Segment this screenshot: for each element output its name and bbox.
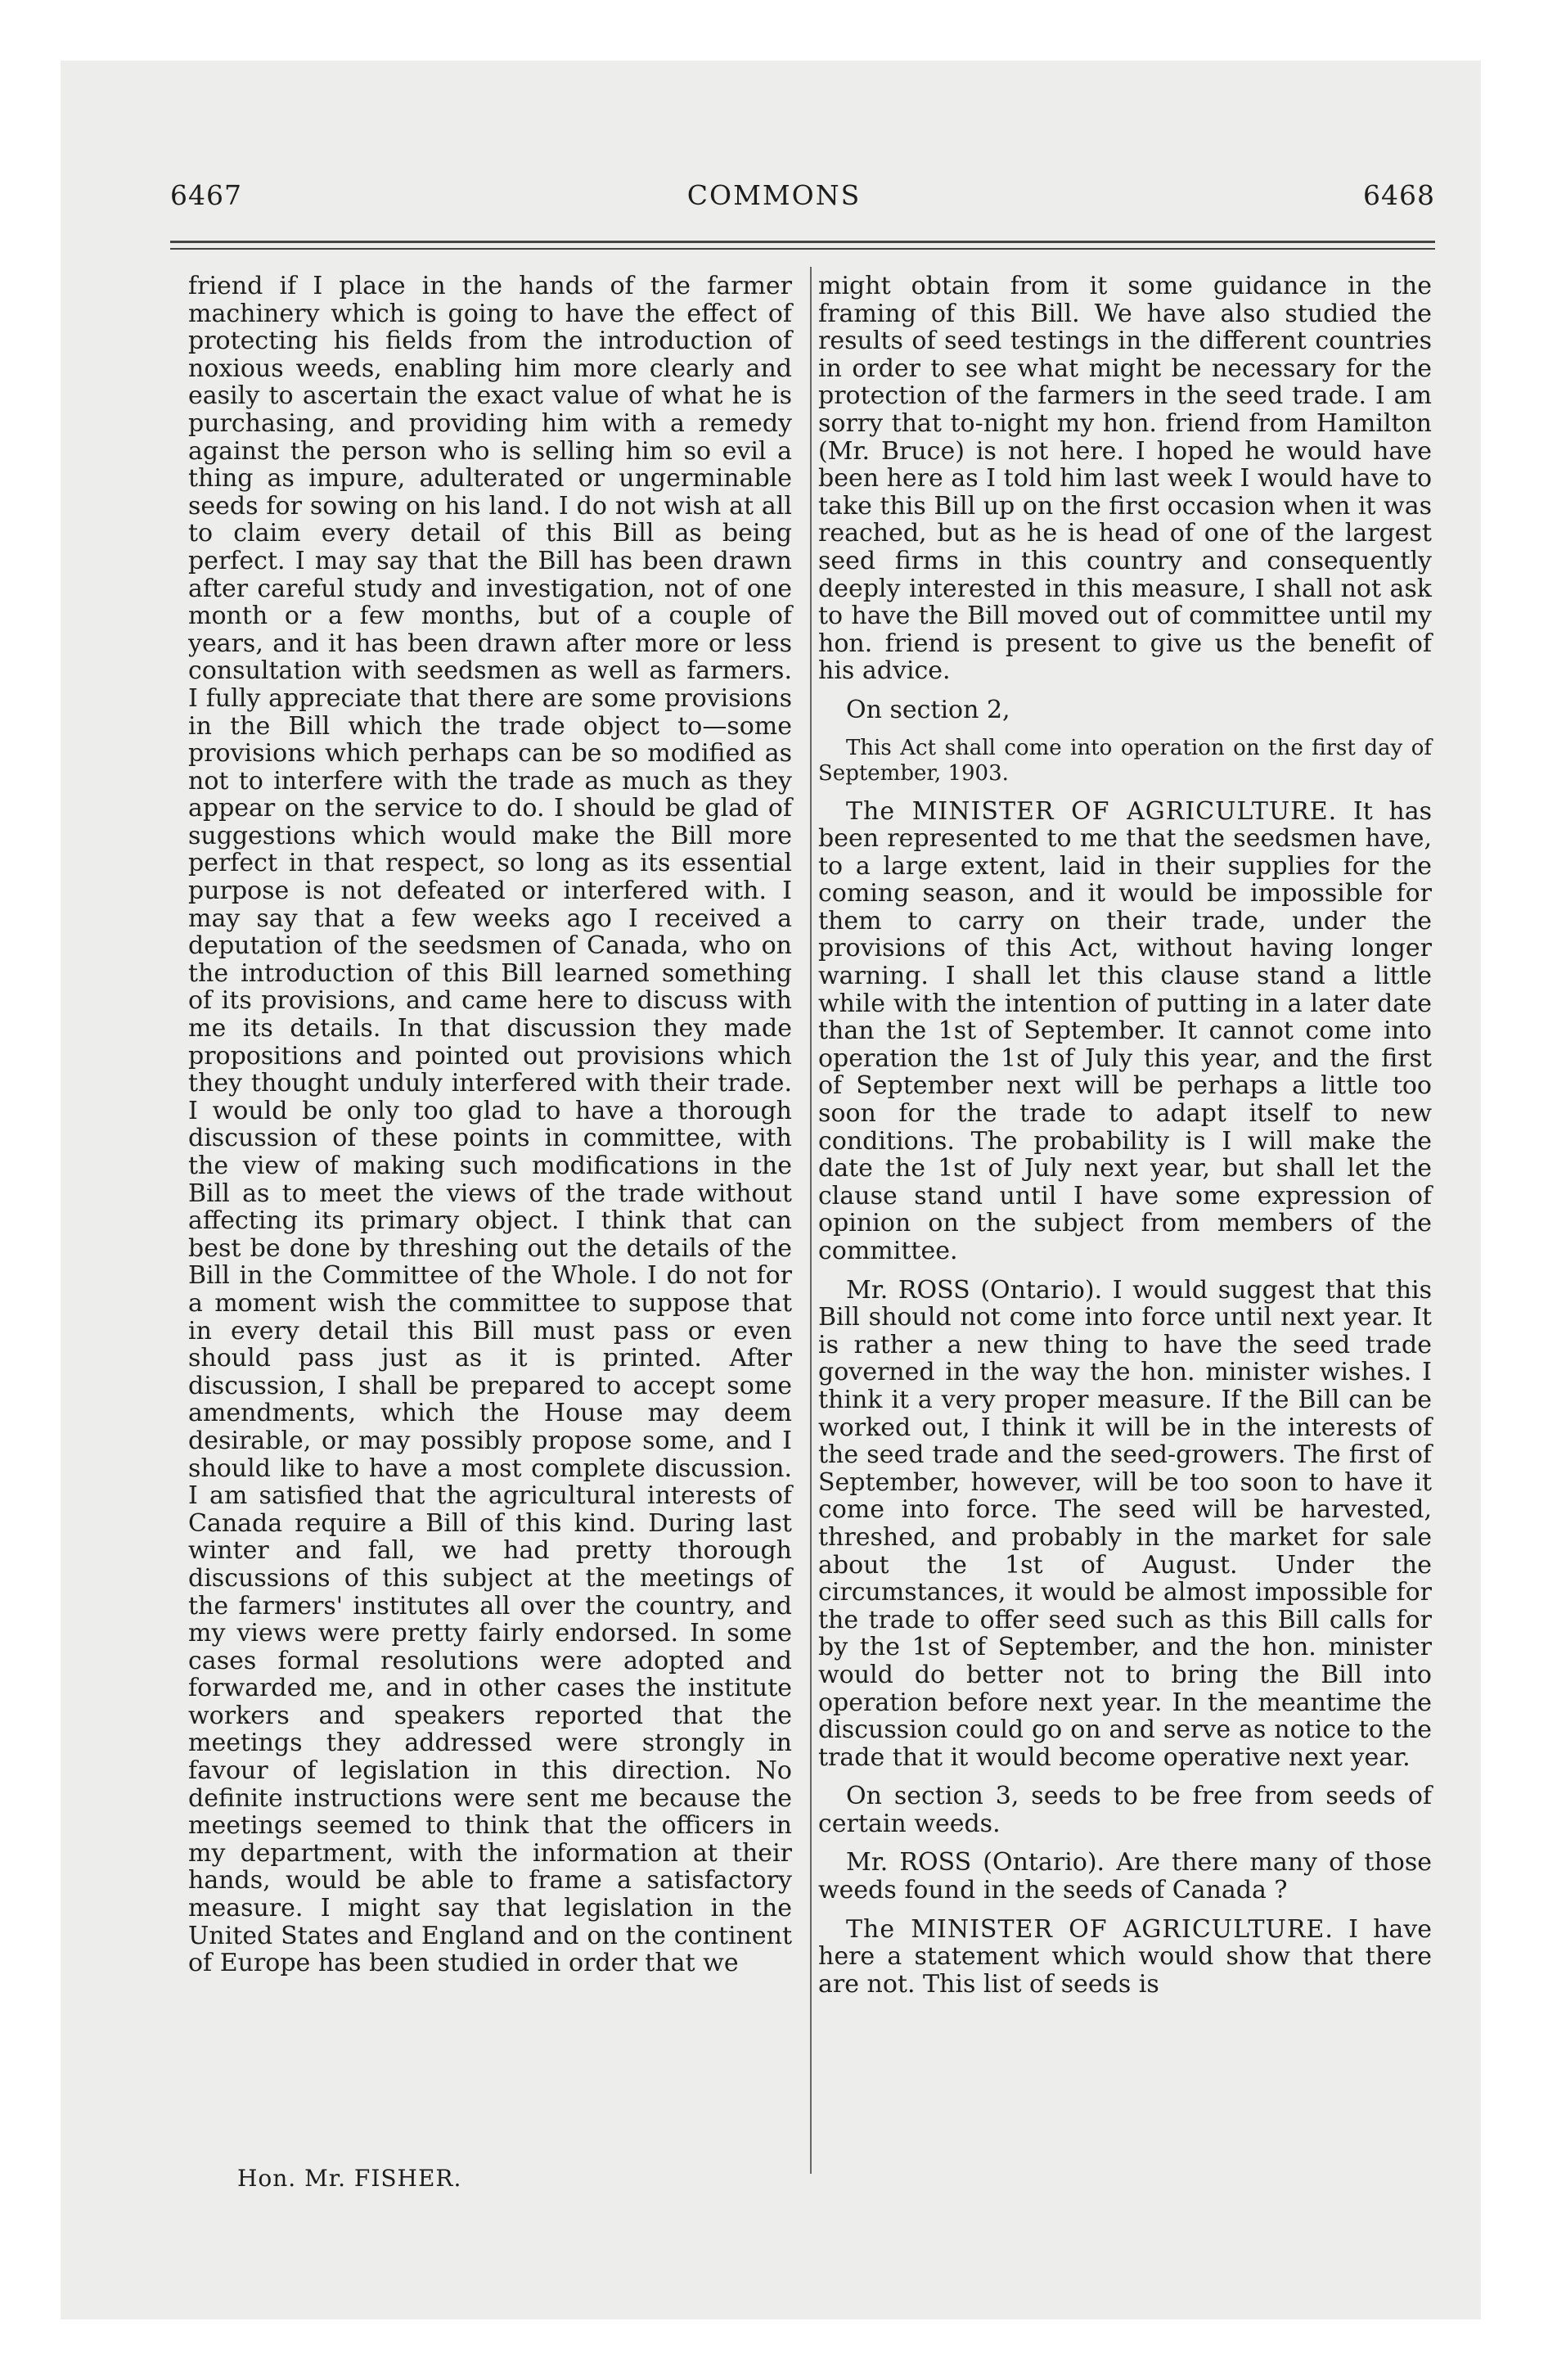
column-divider: [810, 267, 812, 2174]
section-2-heading: On section 2,: [846, 695, 1010, 724]
speaker-ross-1: Mr. ROSS (Ontario).: [846, 1275, 1103, 1305]
header-rule-secondary: [170, 248, 1435, 250]
left-column-paragraph: friend if I place in the hands of the farmer machinery which is going to have the effect of protecting his fields from the introduction of noxious weeds, enabling him more clearly and easily to ascertain the exact value of what he is purchasing, and providing him with a remedy against the person who is selling him so evil a thing as impure, adulterated or ungerminable seeds for sowing on his land. I do not wish at all to claim every detail of this Bill as being perfect. I may say that the Bill has been drawn after careful study and investigation, not of one month or a few months, but of a couple of years, and it has been drawn after more or less consultation with seedsmen as well as farmers. I fully appreciate that there are some provisions in the Bill which the trade object to—some provisions which perhaps can be so modified as not to interfere with the trade as much as they appear on the service to do. I should be glad of suggestions which would make the Bill more perfect in that respect, so long as its essential purpose is not defeated or interfered with. I may say that a few weeks ago I received a deputation of the seedsmen of Canada, who on the introduction of this Bill learned something of its provisions, and came here to discuss with me its details. In that discussion they made propositions and pointed out provisions which they thought unduly interfered with their trade. I would be only too glad to have a thorough discussion of these points in committee, with the view of making such modifications in the Bill as to meet the views of the trade without affecting its primary object. I think that can best be done by threshing out the details of the Bill in the Committee of the Whole. I do not for a moment wish the committee to suppose that in every detail this Bill must pass or even should pass just as it is printed. After discussion, I shall be prepared to accept some amendments, which the House may deem desirable, or may possibly propose some, and I should like to have a most complete discussion. I am satisfied that the agricultural interests of Canada require a Bill of this kind. During last winter and fall, we had pretty thorough discussions of this subject at the meetings of the farmers' institutes all over the country, and my views were pretty fairly endorsed. In some cases formal resolutions were adopted and forwarded me, and in other cases the institute workers and speakers reported that the meetings they addressed were strongly in favour of legislation in this direction. No definite instructions were sent me because the meetings seemed to think that the officers in my department, with the information at their hands, would be able to frame a satisfactory measure. I might say that legislation in the United States and England and on the continent of Europe has been studied in order that we: [188, 272, 792, 1978]
speech-text-minister-1: It has been represented to me that the seedsmen have, to a large extent, laid in their supplies for the coming season, and it would be impossible for them to carry on their trade, under the provisions of this Act, without having longer warning. I shall let this clause stand a little while with the intention of putting in a later date than the 1st of September. It cannot come into operation the 1st of July this year, and the first of September next will be perhaps a little too soon for the trade to adapt itself to new conditions. The probability is I will make the date the 1st of July next year, but shall let the clause stand until I have some expression of opinion on the subject from members of the committee.: [818, 796, 1433, 1265]
page-number-left: 6467: [170, 179, 242, 211]
speech-text-minister-2: I have here a statement which would show that there are not. This list of seeds is: [818, 1914, 1433, 1999]
speaker-ross-2: Mr. ROSS (Ontario).: [846, 1848, 1105, 1877]
speech-text-ross-1: I would suggest that this Bill should not come into force until next year. It is rather a new thing to have the seed trade governed in the way the hon. minister wishes. I think it a very proper measure. If the Bill can be worked out, I think it will be in the interests of the seed trade and the seed-growers. The first of September, however, will be too soon to have it come into force. The seed will be harvested, threshed, and probably in the market for sale about the 1st of August. Under the circumstances, it would be almost impossible for the trade to offer seed such as this Bill calls for by the 1st of September, and the hon. minister would do better not to bring the Bill into operation before next year. In the meantime the discussion could go on and serve as notice to the trade that it would become operative next year.: [818, 1275, 1433, 1772]
section-2-text: This Act shall come into operation on the first day of September, 1903.: [818, 735, 1432, 786]
left-column: [188, 273, 792, 1977]
right-column: [818, 273, 1432, 1998]
page-number-right: 6468: [1363, 179, 1435, 211]
speaker-minister-2: The MINISTER OF AGRICULTURE.: [846, 1914, 1334, 1944]
section-2-quotation: [818, 736, 1432, 787]
speech-minister-2: [818, 1916, 1432, 1999]
footer-speaker-note: Hon. Mr. FISHER.: [237, 2165, 462, 2192]
speech-text-ross-2: Are there many of those weeds found in the seeds of Canada ?: [818, 1848, 1432, 1905]
right-column-paragraph: might obtain from it some guidance in the framing of this Bill. We have also studied the results of seed testings in the different countries in order to see what might be necessary for the protection of the farmers in the seed trade. I am sorry that to-night my hon. friend from Hamilton (Mr. Bruce) is not here. I hoped he would have been here as I told him last week I would have to take this Bill up on the first occasion when it was reached, but as he is head of one of the largest seed firms in this country and consequently deeply interested in this measure, I shall not ask to have the Bill moved out of committee until my hon. friend is present to give us the benefit of his advice.: [818, 272, 1432, 686]
header-rule: [170, 241, 1435, 243]
section-3-heading: On section 3, seeds to be free from seeds of certain weeds.: [818, 1782, 1432, 1838]
page-title: COMMONS: [686, 179, 862, 211]
speech-ross-2: [818, 1849, 1432, 1904]
speech-minister-1: [818, 798, 1432, 1265]
speech-ross-1: [818, 1277, 1432, 1772]
speaker-minister-1: The MINISTER OF AGRICULTURE.: [846, 796, 1338, 826]
